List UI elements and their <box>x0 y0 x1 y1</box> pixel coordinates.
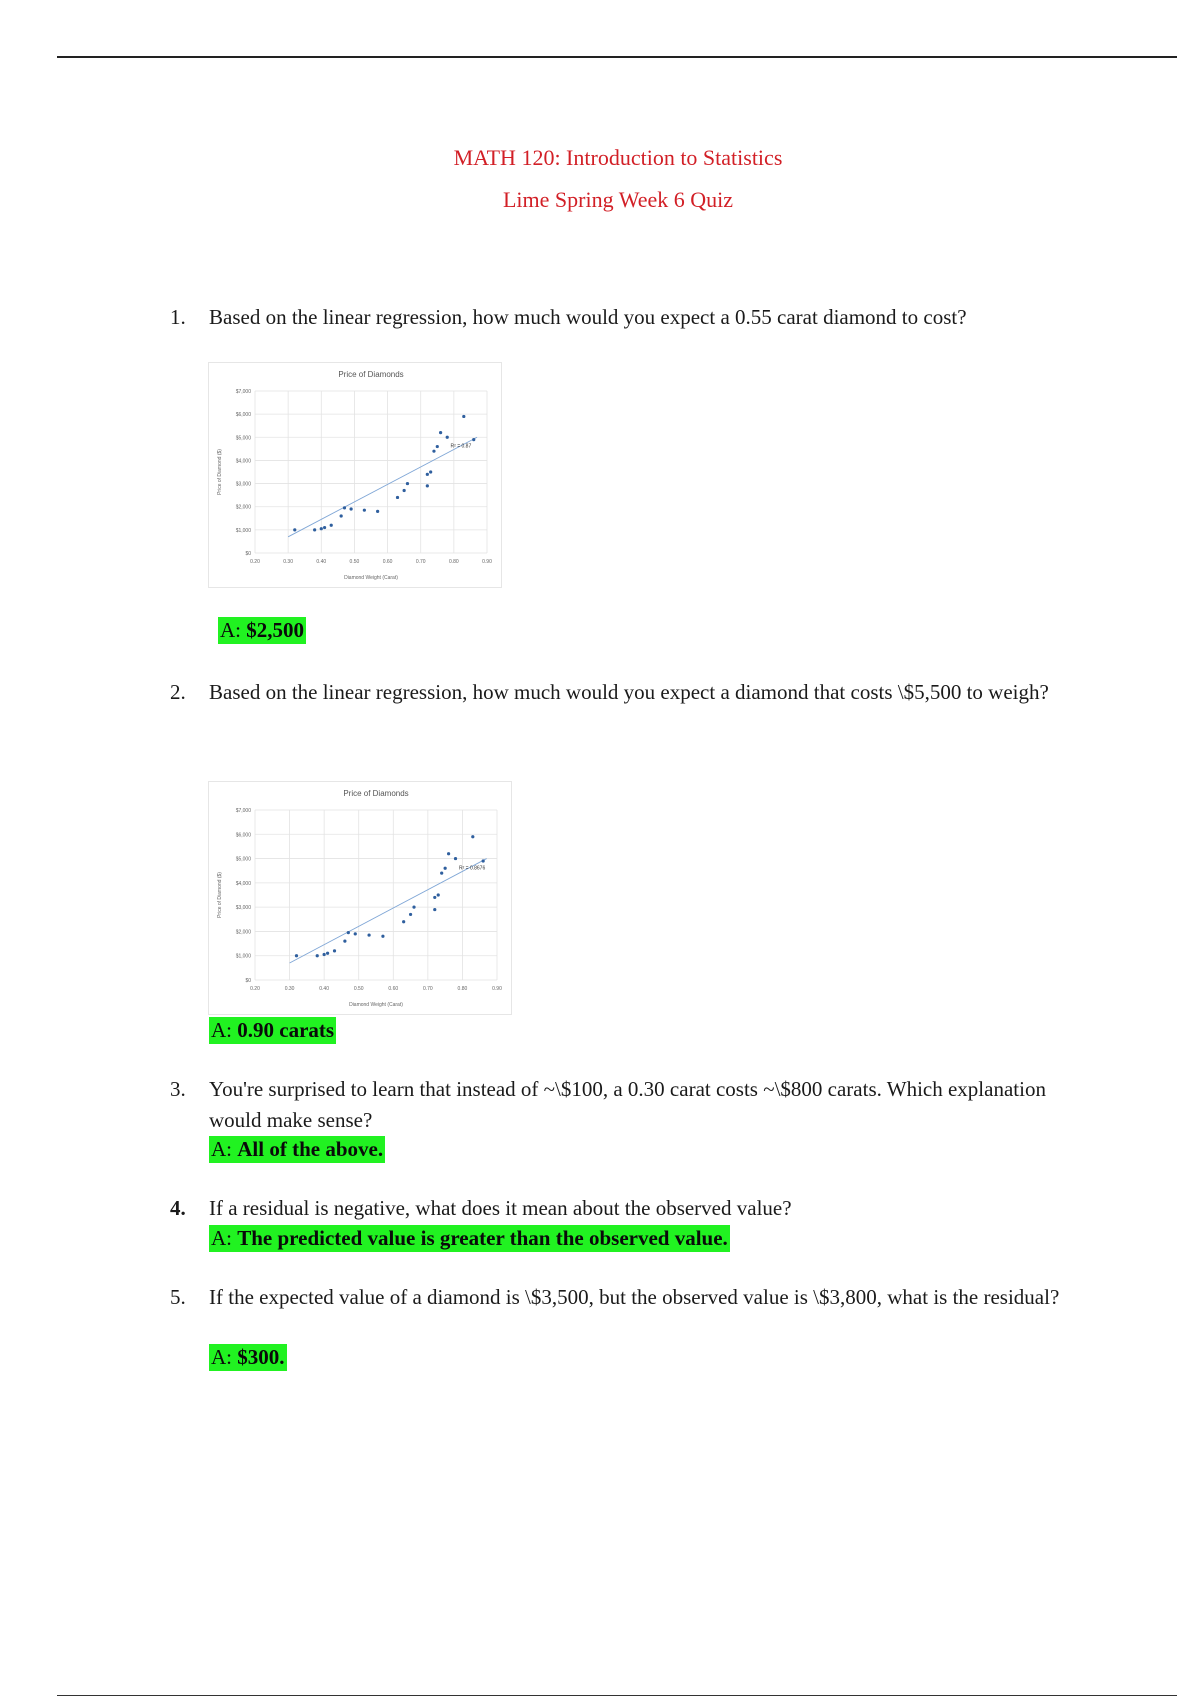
x-tick-label: 0.30 <box>284 986 295 992</box>
answer-2 <box>209 1017 336 1044</box>
scatter-plot <box>209 782 511 1014</box>
x-axis-label: Diamond Weight (Carat) <box>344 575 398 581</box>
chart-title: Price of Diamonds <box>343 789 409 798</box>
trendline <box>290 859 487 963</box>
question-number: 2. <box>170 680 186 704</box>
x-tick-label: 0.60 <box>388 986 399 992</box>
data-point <box>482 859 485 862</box>
y-tick-label: $7,000 <box>235 389 251 395</box>
data-point <box>350 507 353 510</box>
x-tick-label: 0.20 <box>250 986 260 992</box>
data-point <box>436 445 439 448</box>
x-tick-label: 0.50 <box>349 559 360 565</box>
data-point <box>330 524 333 527</box>
data-point <box>316 954 319 957</box>
data-point <box>323 526 326 529</box>
y-tick-label: $2,000 <box>235 929 251 936</box>
question-number: 4. <box>170 1196 186 1220</box>
answer-prefix: A: <box>211 1137 238 1161</box>
question-number: 1. <box>170 305 186 329</box>
data-point <box>444 867 447 870</box>
chart-price-of-diamonds-1 <box>208 362 502 588</box>
question-number: 5. <box>170 1285 186 1309</box>
data-point <box>447 852 450 855</box>
question-text: You're surprised to learn that instead of ~\$100, a 0.30 carat costs ~\$800 carats. Which explanation would make sense? <box>209 1077 1046 1132</box>
x-tick-label: 0.70 <box>422 986 433 992</box>
data-point <box>381 935 384 938</box>
chart-price-of-diamonds-2 <box>208 781 512 1015</box>
data-point <box>412 906 415 909</box>
data-point <box>326 952 329 955</box>
data-point <box>343 940 346 943</box>
y-tick-label: $1,000 <box>235 527 251 534</box>
data-point <box>347 931 350 934</box>
x-tick-label: 0.40 <box>316 559 327 565</box>
y-tick-label: $6,000 <box>235 412 251 419</box>
data-point <box>433 908 436 911</box>
quiz-title: Lime Spring Week 6 Quiz <box>502 187 733 212</box>
data-point <box>323 953 326 956</box>
x-tick-label: 0.90 <box>492 986 502 992</box>
data-point <box>454 857 457 860</box>
data-point <box>295 954 298 957</box>
answer-prefix: A: <box>211 1226 238 1250</box>
answer-prefix: A: <box>211 1018 238 1042</box>
answer-value: 0.90 carats <box>237 1018 335 1042</box>
r-squared-label: R² = 0.8676 <box>458 865 486 872</box>
y-tick-label: $6,000 <box>235 832 251 839</box>
data-point <box>376 510 379 513</box>
answer-prefix: A: <box>211 1345 238 1369</box>
data-point <box>367 933 370 936</box>
top-rule <box>57 56 1177 58</box>
x-tick-label: 0.50 <box>353 986 364 992</box>
data-point <box>409 913 412 916</box>
data-point <box>340 514 343 517</box>
data-point <box>313 528 316 531</box>
data-point <box>402 920 405 923</box>
data-point <box>354 932 357 935</box>
question-text: Based on the linear regression, how much would you expect a 0.55 carat diamond to cost? <box>209 305 967 329</box>
data-point <box>396 496 399 499</box>
trendline <box>288 437 477 537</box>
answer-5 <box>209 1344 287 1371</box>
data-point <box>433 896 436 899</box>
data-point <box>429 470 432 473</box>
x-tick-label: 0.40 <box>319 986 330 992</box>
data-point <box>472 438 475 441</box>
course-title: MATH 120: Introduction to Statistics <box>453 145 783 170</box>
y-axis-label: Price of Diamond ($) <box>217 449 223 495</box>
answer-1 <box>218 617 306 644</box>
y-tick-label: $4,000 <box>235 458 251 465</box>
y-tick-label: $5,000 <box>235 856 251 863</box>
answer-4 <box>209 1225 730 1252</box>
question-text: Based on the linear regression, how much would you expect a diamond that costs \$5,500 to weigh? <box>209 680 1049 704</box>
x-tick-label: 0.30 <box>283 559 294 565</box>
r-squared-label: R² = 0.87 <box>450 443 472 450</box>
answer-3 <box>209 1136 385 1163</box>
y-tick-label: $5,000 <box>235 435 251 442</box>
data-point <box>437 893 440 896</box>
data-point <box>440 872 443 875</box>
data-point <box>462 415 465 418</box>
x-tick-label: 0.70 <box>415 559 426 565</box>
data-point <box>432 450 435 453</box>
question-text: If a residual is negative, what does it mean about the observed value? <box>209 1196 792 1220</box>
question-number: 3. <box>170 1077 186 1101</box>
bottom-rule <box>57 1695 1177 1696</box>
data-point <box>406 482 409 485</box>
scatter-plot <box>209 363 501 587</box>
y-tick-label: $3,000 <box>235 905 251 912</box>
question-text: If the expected value of a diamond is \$3,500, but the observed value is \$3,800, what is the residual? <box>209 1285 1060 1309</box>
y-tick-label: $1,000 <box>235 953 251 960</box>
data-point <box>439 431 442 434</box>
answer-value: All of the above. <box>237 1137 384 1161</box>
data-point <box>403 489 406 492</box>
y-tick-label: $0 <box>245 551 251 557</box>
y-tick-label: $4,000 <box>235 880 251 887</box>
chart-title: Price of Diamonds <box>338 370 404 379</box>
data-point <box>293 528 296 531</box>
data-point <box>320 527 323 530</box>
x-tick-label: 0.80 <box>457 986 468 992</box>
answer-value: The predicted value is greater than the observed value. <box>237 1226 728 1250</box>
data-point <box>363 509 366 512</box>
data-point <box>471 835 474 838</box>
x-tick-label: 0.80 <box>448 559 459 565</box>
x-tick-label: 0.60 <box>382 559 393 565</box>
answer-value: $2,500 <box>246 618 304 642</box>
data-point <box>426 473 429 476</box>
data-point <box>343 506 346 509</box>
y-tick-label: $0 <box>245 978 251 984</box>
x-tick-label: 0.20 <box>250 559 260 565</box>
answer-value: $300. <box>237 1345 285 1369</box>
x-tick-label: 0.90 <box>482 559 492 565</box>
y-tick-label: $7,000 <box>235 808 251 814</box>
answer-prefix: A: <box>220 618 247 642</box>
data-point <box>426 484 429 487</box>
data-point <box>446 436 449 439</box>
y-axis-label: Price of Diamond ($) <box>217 872 223 918</box>
x-axis-label: Diamond Weight (Carat) <box>349 1002 403 1008</box>
data-point <box>333 949 336 952</box>
y-tick-label: $2,000 <box>235 504 251 511</box>
y-tick-label: $3,000 <box>235 481 251 488</box>
